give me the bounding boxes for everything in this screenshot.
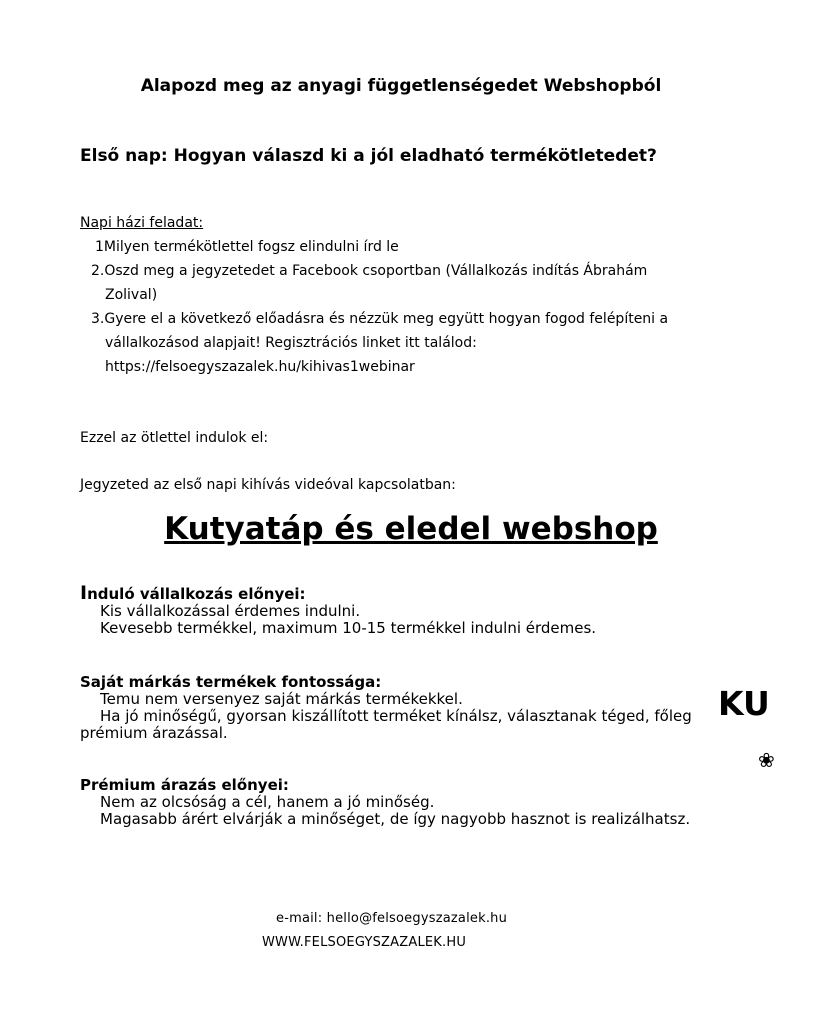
- homework-label: Napi házi feladat:: [80, 215, 204, 231]
- list-item: Ha jó minőségű, gyorsan kiszállított terméket kínálsz, választanak téged, főleg: [100, 707, 692, 725]
- main-title: Kutyatáp és eledel webshop: [164, 511, 658, 547]
- footer-email[interactable]: e-mail: hello@felsoegyszazalek.hu: [276, 911, 508, 926]
- section-heading: [80, 582, 596, 604]
- day-heading: Első nap: Hogyan válaszd ki a jól eladható termékötletedet?: [80, 146, 657, 166]
- section-starting-business: [80, 582, 597, 637]
- list-item: Magasabb árért elvárják a minőséget, de így nagyobb hasznot is realizálhatsz.: [100, 810, 691, 828]
- section-premium-pricing: [80, 777, 690, 828]
- section-own-brand: [80, 674, 702, 742]
- homework-line-1: 1Milyen termékötlettel fogsz elindulni írd le: [95, 239, 399, 255]
- list-item: Kevesebb termékkel, maximum 10-15 termékkel indulni érdemes.: [100, 619, 597, 637]
- section-heading-initial: I: [80, 582, 88, 604]
- notes-prompt: Jegyzeted az első napi kihívás videóval kapcsolatban:: [80, 477, 456, 493]
- homework-line-2: 2.Oszd meg a jegyzetedet a Facebook csoportban (Vállalkozás indítás Ábrahám: [91, 263, 648, 279]
- paw-icon: ❀: [758, 748, 775, 772]
- idea-prompt: Ezzel az ötlettel indulok el:: [80, 430, 269, 446]
- cropped-side-title: KU: [718, 684, 770, 723]
- section-heading-rest: nduló vállalkozás előnyei:: [87, 585, 306, 603]
- homework-line-2-cont: Zolival): [105, 287, 158, 303]
- homework-line-3: 3.Gyere el a következő előadásra és nézzük meg együtt hogyan fogod felépíteni a: [91, 311, 669, 327]
- registration-link[interactable]: https://felsoegyszazalek.hu/kihivas1webinar: [105, 359, 415, 375]
- list-item: Kis vállalkozással érdemes indulni.: [100, 602, 361, 620]
- section-heading: Prémium árazás előnyei:: [80, 776, 289, 794]
- footer-website[interactable]: WWW.FELSOEGYSZAZALEK.HU: [262, 935, 467, 950]
- list-item-continuation: prémium árazással.: [80, 724, 228, 742]
- homework-line-3-cont: vállalkozásod alapjait! Regisztrációs linket itt találod:: [105, 335, 477, 351]
- list-item: Nem az olcsóság a cél, hanem a jó minőség.: [100, 793, 435, 811]
- list-item: Temu nem versenyez saját márkás termékekkel.: [100, 690, 463, 708]
- document-title: Alapozd meg az anyagi függetlenségedet Webshopból: [140, 76, 662, 96]
- section-heading: Saját márkás termékek fontossága:: [80, 673, 382, 691]
